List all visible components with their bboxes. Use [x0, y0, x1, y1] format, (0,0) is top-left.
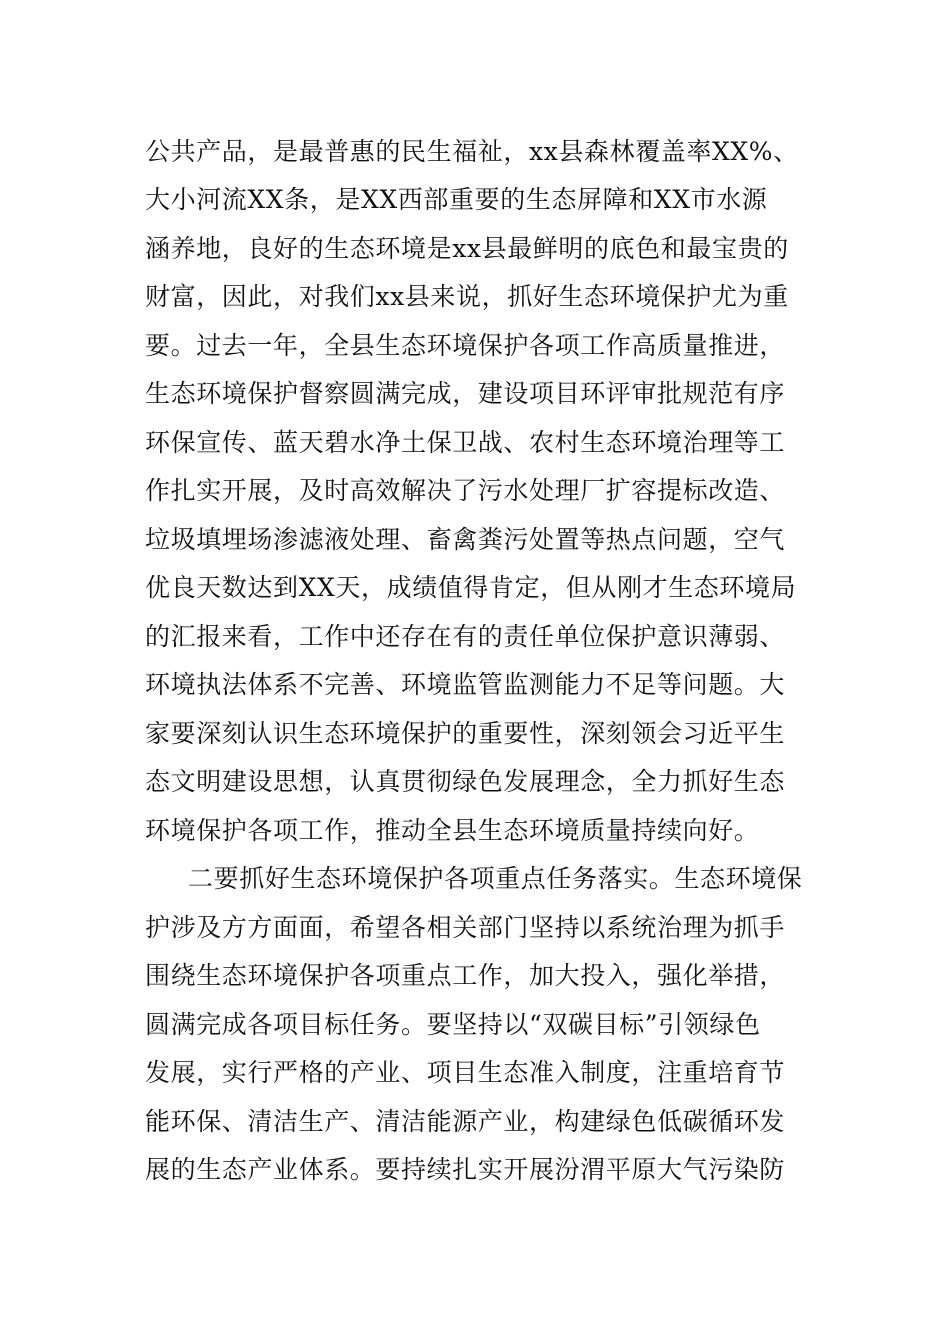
text-line: 要。过去一年，全县生态环境保护各项工作高质量推进，	[145, 331, 786, 360]
text-line: 作扎实开展，及时高效解决了污水处理厂扩容提标改造、	[145, 476, 786, 505]
text-line: 围绕生态环境保护各项重点工作，加大投入，强化举措，	[145, 961, 786, 990]
text-line: 展的生态产业体系。要持续扎实开展汾渭平原大气污染防	[145, 1155, 786, 1184]
text-line: 公共产品，是最普惠的民生福祉，xx县森林覆盖率XX%、	[145, 137, 799, 166]
text-line: 生态环境保护督察圆满完成，建设项目环评审批规范有序	[145, 379, 786, 408]
text-line: 环保宣传、蓝天碧水净土保卫战、农村生态环境治理等工	[145, 428, 786, 457]
text-line: 优良天数达到XX天，成绩值得肯定，但从刚才生态环境局	[145, 573, 797, 602]
text-line: 护涉及方方面面，希望各相关部门坚持以系统治理为抓手	[145, 913, 786, 942]
text-line: 能环保、清洁生产、清洁能源产业，构建绿色低碳循环发	[145, 1107, 786, 1136]
text-line: 涵养地，良好的生态环境是xx县最鲜明的底色和最宝贵的	[145, 234, 789, 263]
text-line: 发展，实行严格的产业、项目生态准入制度，注重培育节	[145, 1058, 786, 1087]
text-line: 环境保护各项工作，推动全县生态环境质量持续向好。	[145, 816, 760, 845]
text-line: 家要深刻认识生态环境保护的重要性，深刻领会习近平生	[145, 719, 786, 748]
text-line: 态文明建设思想，认真贯彻绿色发展理念，全力抓好生态	[145, 767, 786, 796]
paragraph-start-line: 二要抓好生态环境保护各项重点任务落实。生态环境保	[188, 864, 803, 893]
text-line: 环境执法体系不完善、环境监管监测能力不足等问题。大	[145, 670, 786, 699]
text-line: 圆满完成各项目标任务。要坚持以“双碳目标”引领绿色	[145, 1010, 761, 1039]
text-line: 大小河流XX条，是XX西部重要的生态屏障和XX市水源	[145, 185, 768, 214]
text-line: 垃圾填埋场渗滤液处理、畜禽粪污处置等热点问题，空气	[145, 525, 786, 554]
text-line: 财富，因此，对我们xx县来说，抓好生态环境保护尤为重	[145, 282, 789, 311]
text-line: 的汇报来看，工作中还存在有的责任单位保护意识薄弱、	[145, 622, 786, 651]
